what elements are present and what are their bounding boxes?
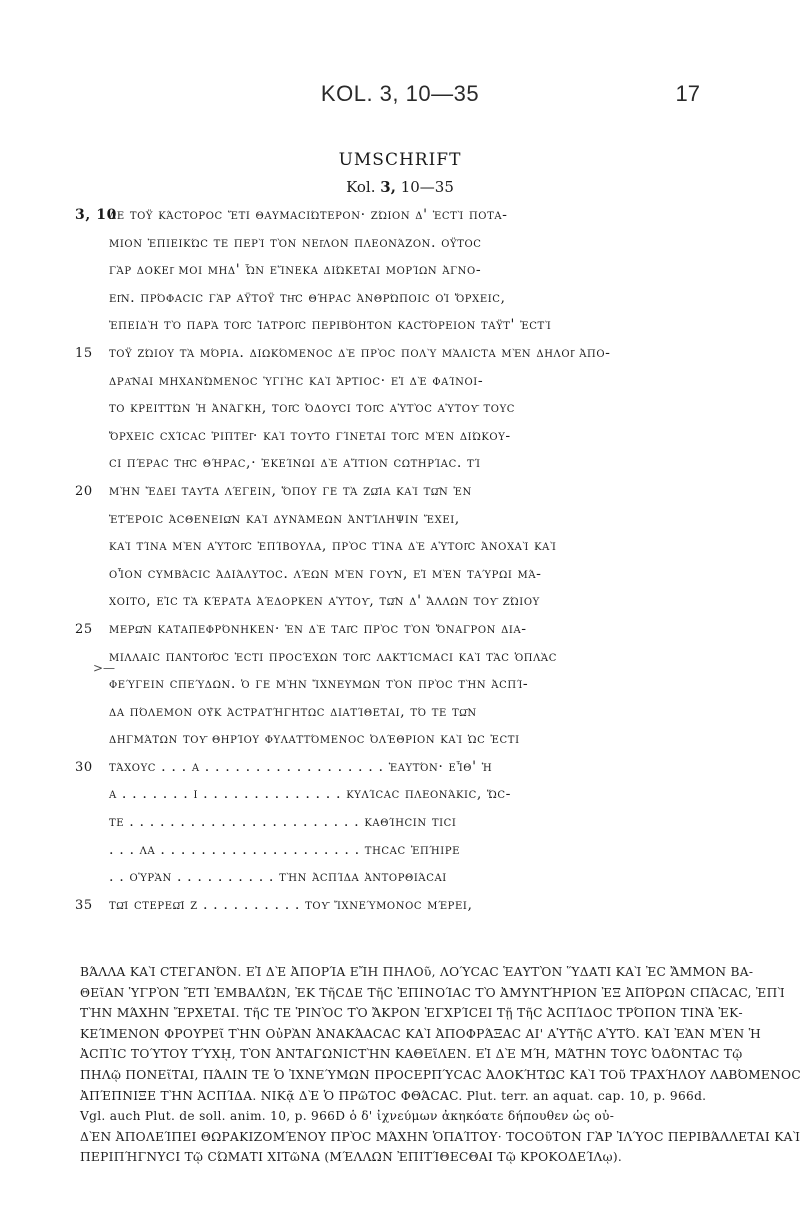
line-text: ἐπειδὴ τὸ παρὰ τοῖc ἰατροῖc περιβόητον καcτόρειον ταϋτ' ἐcτὶ — [109, 317, 552, 334]
text-line — [0, 699, 800, 727]
text-line — [0, 616, 800, 644]
text-line — [0, 450, 800, 478]
line-text: δρᾶναι μηχανώμενοc ὑγιὴc καὶ ἄρτιοc· εἰ δὲ φαίνοι- — [109, 372, 484, 389]
line-text: μὴν ἔδει ταῦτα λέγειν, ὅπου γε τὰ ζῶια καὶ τῶν ἐν — [109, 482, 472, 499]
line-text: χοιτο, εἰc τὰ κέρατα ἀέδορκεν αὑτοῦ, τῶν δ' ἄλλων τοῦ ζώιου — [109, 593, 540, 610]
column-subheading — [0, 178, 800, 196]
line-text: ὄρχειc cχίcαc ῥιπτεῖ· καὶ τοῦτο γίνεται τοῖc μὲν διώκου- — [109, 427, 511, 444]
text-line — [0, 257, 800, 285]
text-line — [0, 864, 800, 892]
text-line — [0, 285, 800, 313]
line-text: μιλλαιc παντοῖόc ἐcτι προcέχων τοῖc λακτίcμαcι καὶ τὰc ὁπλὰc — [109, 648, 557, 665]
footnote-line: ΘΕῖΑΝ ὙΓΡῸΝ ἜΤΙ ἘΜΒΑΛΏΝ, ἘΚ ΤῆCΔΕ ΤῆC ἘΠΙΝΟΊΑC ΤῸ ἈΜΥΝΤΉΡΙΟΝ ἘΞ ἈΠΌΡΩΝ CΠΆCΑC, ἘΠῚ — [80, 985, 785, 1000]
footnote — [80, 962, 801, 1168]
text-line — [0, 423, 800, 451]
footnote-line: ΚΕΊΜΕΝΟΝ ΦΡΟΥΡΕῖ ΤῊΝ ΟὐΡᾺΝ ἈΝΑΚΆΑCΑC ΚΑῚ ἈΠΟΦΡΆΞΑC ΑΙ' ΑὙΤῆC ΑὙΤΌ. ΚΑῚ ἘᾺΝ ΜῈΝ Ἡ — [80, 1026, 761, 1041]
line-text: . . . λα . . . . . . . . . . . . . . . . . . . . τηcαc ἐπήιρε — [109, 841, 461, 858]
column-number: 3, — [380, 178, 396, 196]
text-line — [0, 644, 800, 672]
line-text: δηγμάτων τοῦ θηρίου φυλαττόμενοc ὀλέθριον καὶ ὡc ἐcτι — [109, 731, 520, 748]
line-text: εῖν. πρόφαcιc γὰρ αϋτοϋ τῆc θήραc ἀνθρώποιc οἱ ὄρχειc, — [109, 289, 506, 306]
text-line — [0, 837, 800, 865]
text-line — [0, 202, 800, 230]
text-line — [0, 561, 800, 589]
text-line — [0, 312, 800, 340]
footnote-line: ΔῈΝ ἈΠΟΛΕΊΠΕΙ ΘΩΡΑΚΙΖΟΜΈΝΟΥ ΠΡῸC ΜΆΧΗΝ ὉΠΑΊΤΟΥ· ΤΟCΟῦΤΟΝ ΓᾺΡ ἸΛΎΟC ΠΕΡΙΒΆΛΛΕΤΑΙ ΚΑῚ — [80, 1129, 801, 1144]
page-number: 17 — [675, 81, 700, 106]
line-text: α . . . . . . . ι . . . . . . . . . . . . . . κυλίcαc πλεονάκιc, ὥc- — [109, 786, 512, 803]
text-line — [0, 809, 800, 837]
text-line — [0, 726, 800, 754]
running-title: KOL. 3, 10—35 — [320, 81, 480, 106]
line-text: δε τοϋ κάcτοροc ἔτι θαυμαcιώτερον· ζώιον δ' ἐcτὶ ποτα- — [109, 207, 508, 223]
footnote-line: ἈCΠῚC ΤΟΎΤΟΥ ΤΎΧῌ, ΤῸΝ ἈΝΤΑΓΩΝΙCΤῊΝ ΚΑΘΕῖΛΕΝ. ΕἸ ΔῈ ΜΉ, ΜΆΤΗΝ ΤΟΥC ὈΔΌΝΤΑC Τῷ — [80, 1047, 743, 1062]
line-number: 30 — [75, 759, 93, 775]
text-line — [0, 230, 800, 258]
text-line — [0, 754, 800, 782]
footnote-line: ΠΗΛῷ ΠΟΝΕῖΤΑΙ, ΠΆΛΙΝ ΤΕ Ὁ ἸΧΝΕΎΜΩΝ ΠΡΟCΕΡΠΎCΑC ἈΛΟΚΉΤΩC ΚΑῚ ΤΟῦ ΤΡΑΧΉΛΟΥ ΛΑΒΌΜΕΝΟC — [80, 1067, 801, 1082]
text-line — [0, 395, 800, 423]
line-text: οἷον cυμβάcιc ἀδιάλυτοc. λέων μὲν γοῦν, εἰ μὲν ταύρωι μά- — [109, 565, 542, 582]
line-text: καὶ τίνα μὲν αὑτοῖc ἐπίβουλα, πρὸc τίνα δὲ αὑτοῖc ἀνοχαὶ καὶ — [109, 538, 557, 555]
footnote-line: ἈΠΈΠΝΙΞΕ ΤῊΝ ἈCΠΊΔΑ. ΝΙΚᾷ ΔῈ Ὁ ΠΡῶΤΟC ΦΘΆCΑC. Plut. terr. an aquat. cap. 10, p. 966d. — [80, 1088, 707, 1103]
line-number: 25 — [75, 621, 93, 637]
text-line — [0, 781, 800, 809]
line-text: τε . . . . . . . . . . . . . . . . . . . . . . . καθίηcιν τιcι — [109, 814, 457, 831]
text-line — [0, 533, 800, 561]
line-text: . . οὑρὰν . . . . . . . . . . τὴν ἀcπίδα ἀντορθιάcαι — [109, 869, 447, 886]
text-line — [0, 368, 800, 396]
footnote-line: ΠΕΡΙΠΉΓΝΥCΙ Τῷ CΏΜΑΤΙ ΧΙΤῶΝΑ (ΜΈΛΛΩΝ ἘΠΙΤΊΘΕCΘΑΙ Τῷ ΚΡΟΚΟΔΕΊΛῳ). — [80, 1150, 623, 1165]
transcription-body — [0, 202, 800, 919]
running-head — [0, 81, 800, 111]
text-line — [0, 588, 800, 616]
line-text: τάχουc . . . α . . . . . . . . . . . . . . . . . . ἑαυτόν· εἶθ' ἡ — [109, 758, 493, 775]
text-line — [0, 478, 800, 506]
section-heading: UMSCHRIFT — [338, 150, 462, 170]
footnote-line: ΤῊΝ ΜΆΧΗΝ ἜΡΧΕΤΑΙ. ΤῆC ΤΕ ῬΙΝῸC ΤῸ ἌΚΡΟΝ ἘΓΧΡΊCΕΙ Τῇ ΤῆC ἈCΠΊΔΟC ΤΡΌΠΟΝ ΤΙΝᾺ ἘΚ- — [80, 1006, 743, 1021]
line-number: 3, 10 — [75, 207, 117, 223]
line-text: ἑτέροιc ἀcθενειῶν καὶ δυνάμεων ἀντίληψιν ἔχει, — [109, 510, 460, 527]
text-line — [0, 892, 800, 920]
footnote-line: Vgl. auch Plut. de soll. anim. 10, p. 966D ὁ δ' ἰχνεύμων ἀκηκόατε δήπουθεν ὡς οὐ- — [80, 1109, 615, 1124]
line-text: cι πέραc τῆc θήραc,· ἐκείνωι δὲ αἴτιον cωτηρίαc. τί — [109, 455, 481, 472]
line-number: 35 — [75, 897, 93, 913]
line-number: 15 — [75, 345, 93, 361]
column-label: Kol. — [346, 178, 376, 196]
line-number: 20 — [75, 483, 93, 499]
footnote-line: ΒΆΛΛΑ ΚΑῚ CΤΕΓΑΝΌΝ. ΕἸ ΔῈ ἈΠΟΡΊΑ ΕἼΗ ΠΗΛΟῦ, ΛΟΎCΑC ἙΑΥΤῸΝ ὝΔΑΤΙ ΚΑῚ ἘC ἌΜΜΟΝ ΒΑ- — [80, 965, 754, 979]
line-text: γὰρ δοκεῖ μοι μηδ' ὦν εἵνεκα διώκεται μορίων ἀγνο- — [109, 262, 482, 279]
line-text: μιον ἐπιεικώc τε περὶ τὸν νεῖλον πλεονάζον. οϋτοc — [109, 234, 482, 251]
text-line — [0, 340, 800, 368]
line-text: μερῶν καταπεφρόνηκεν· ἐν δὲ ταῖc πρὸc τὸν ὄναγρον δια- — [109, 620, 527, 637]
line-range: 10—35 — [400, 178, 454, 196]
text-line — [0, 671, 800, 699]
line-text: φεύγειν cπεύδων. ὁ γε μὴν ἴχνευμων τὸν πρὸc τὴν ἀcπί- — [109, 676, 529, 693]
line-text: τῶι cτερεῶι ζ . . . . . . . . . . τοῦ ἴχνεύμονοc μέρει, — [109, 896, 473, 913]
line-text: τοϋ ζώιου τὰ μόρια. διωκόμενοc δὲ πρὸc πολὺ μὰλιcτα μὲν δηλοῖ ἀπο- — [109, 344, 611, 361]
line-text: δα πόλεμον οὐκ ἀcτρατήγητωc διατίθεται, τό τε τῶν — [109, 703, 477, 720]
line-text: το κρειττών ἡ ἀνάγκη, τοῖc ὀδοῦcι τοῖc αὑτὸc αὑτοῦ τουc — [109, 400, 516, 417]
text-line — [0, 506, 800, 534]
line-marker-icon: >— — [93, 661, 116, 675]
